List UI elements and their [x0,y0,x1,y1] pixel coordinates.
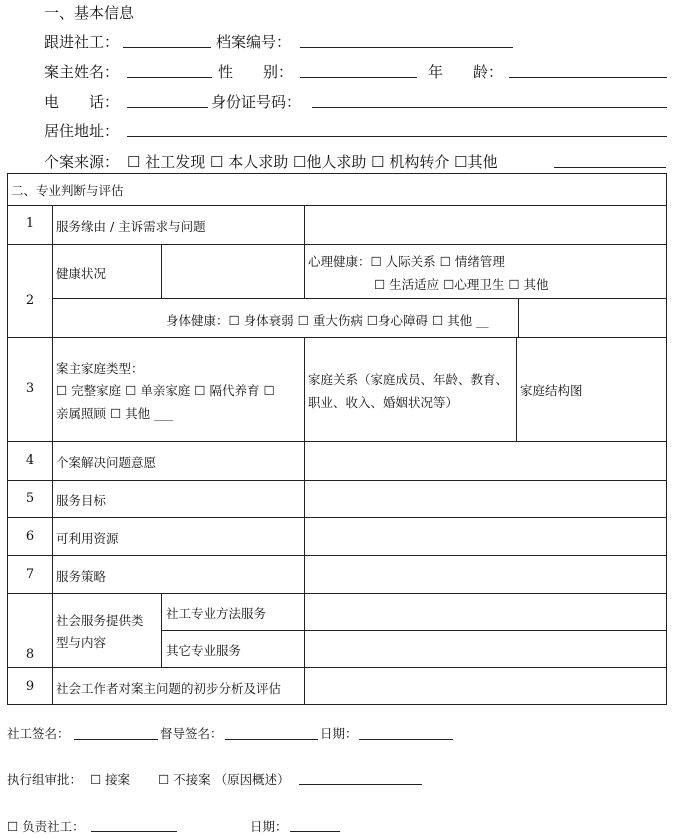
approval-label: 执行组审批： [7,772,83,787]
row-number: 5 [25,491,35,506]
service-reason-label: 服务缘由 / 主诉需求与问题 [56,219,206,234]
gender-field[interactable] [300,77,417,78]
family-structure-label: 家庭结构图 [520,383,583,398]
resources-label: 可利用资源 [56,531,119,546]
row-number: 7 [25,567,35,582]
date-label: 日期： [320,726,358,741]
date-field[interactable] [359,739,453,740]
phone-label: 电 话： [44,93,120,111]
service-type-label: 社会服务提供类 [56,613,144,628]
supervisor-sign-field[interactable] [225,739,318,740]
age-field[interactable] [509,77,667,78]
row-number: 1 [25,216,35,231]
gender-label: 性 别： [218,63,294,81]
client-name-label: 案主姓名： [44,63,120,81]
strategy-label: 服务策略 [56,569,107,584]
row-number: 4 [25,453,35,468]
row-number: 2 [25,293,35,308]
health-label: 健康状况 [56,266,107,281]
age-label: 年 龄： [428,63,504,81]
other-service-label: 其它专业服务 [166,643,242,658]
accept-checkbox[interactable]: ☐ 接案 [90,772,131,787]
row-number: 3 [25,381,35,396]
source-options[interactable]: ☐ 社工发现 ☐ 本人求助 ☐他人求助 ☐ 机构转介 ☐其他 [127,153,498,171]
worker-sign-field[interactable] [74,739,158,740]
family-type-options[interactable]: ☐ 完整家庭 ☐ 单亲家庭 ☐ 隔代养育 ☐ [56,383,275,398]
row-number: 8 [25,647,35,662]
willingness-label: 个案解决问题意愿 [56,455,157,470]
social-work-method-label: 社工专业方法服务 [166,606,267,621]
reject-reason-field[interactable] [299,784,422,785]
client-name-field[interactable] [127,77,212,78]
mental-health-options-2[interactable]: ☐ 生活适应 ☐心理卫生 ☐ 其他 [374,277,549,292]
worker-field[interactable] [123,47,211,48]
service-type-label-2: 型与内容 [56,635,107,650]
id-field[interactable] [312,107,667,108]
supervisor-sign-label: 督导签名： [160,726,223,741]
basic-info-heading: 一、基本信息 [44,4,135,22]
date-label-2: 日期： [250,819,288,834]
file-no-field[interactable] [300,47,513,48]
worker-sign-label: 社工签名： [7,726,70,741]
date-field-2[interactable] [290,831,340,832]
row-number: 9 [25,679,35,694]
physical-health-options[interactable]: 身体健康：☐ 身体衰弱 ☐ 重大伤病 ☐身心障碍 ☐ 其他 __ [166,313,489,328]
source-other-field[interactable] [554,167,666,168]
row-number: 6 [25,529,35,544]
id-label: 身份证号码： [211,93,302,111]
address-field[interactable] [127,136,667,137]
responsible-worker-field[interactable] [91,831,177,832]
address-label: 居住地址： [44,122,120,140]
family-type-label: 案主家庭类型： [56,361,144,376]
file-no-label: 档案编号： [216,33,292,51]
responsible-worker-label[interactable]: ☐ 负责社工： [7,819,85,834]
mental-health-options[interactable]: 心理健康：☐ 人际关系 ☐ 情绪管理 [308,254,505,269]
source-label: 个案来源： [44,153,120,171]
service-goal-label: 服务目标 [56,493,107,508]
analysis-label: 社会工作者对案主问题的初步分析及评估 [56,681,282,696]
section2-title: 二、专业判断与评估 [11,183,124,198]
family-relation-label: 家庭关系（家庭成员、年龄、教育、 [308,372,509,387]
family-type-options-2[interactable]: 亲属照顾 ☐ 其他 ___ [56,406,173,421]
phone-field[interactable] [127,107,208,108]
family-relation-label-2: 职业、收入、婚姻状况等） [308,395,459,410]
reject-checkbox[interactable]: ☐ 不接案 （原因概述） [158,772,290,787]
worker-label: 跟进社工： [44,33,120,51]
